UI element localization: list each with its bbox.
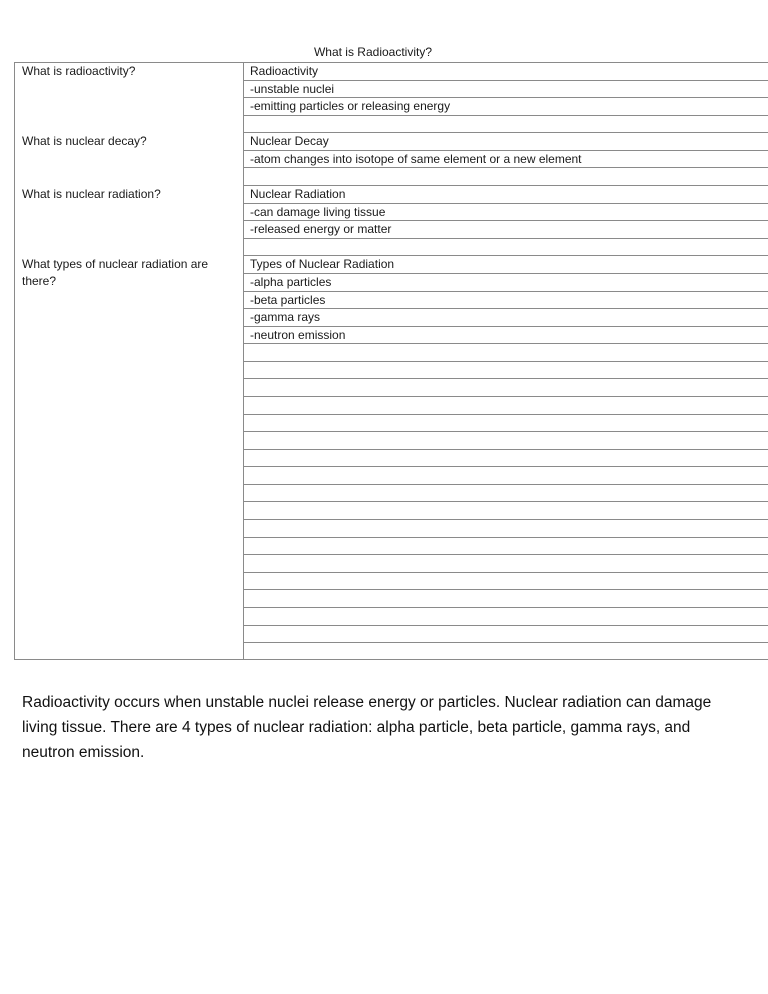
notes-row-blank [244,344,768,362]
notes-row: -neutron emission [244,327,768,345]
notes-row-blank [244,502,768,520]
notes-row: Nuclear Radiation [244,186,768,204]
notes-row-blank [244,450,768,468]
notes-row-blank [244,590,768,608]
question-label: What is nuclear decay? [22,134,147,149]
notes-row-blank [244,608,768,626]
notes-row: -emitting particles or releasing energy [244,98,768,116]
notes-row-blank [244,379,768,397]
questions-column [15,63,244,659]
notes-row-blank [244,538,768,556]
notes-row: Nuclear Decay [244,133,768,151]
cornell-notes-table [14,62,768,660]
notes-row: Radioactivity [244,63,768,81]
notes-column [244,63,768,659]
notes-row: Types of Nuclear Radiation [244,256,768,274]
notes-row: -released energy or matter [244,221,768,239]
notes-row: -alpha particles [244,274,768,292]
notes-row-blank [244,397,768,415]
notes-row-blank [244,415,768,433]
notes-row: -gamma rays [244,309,768,327]
notes-row-blank [244,467,768,485]
notes-row-blank [244,432,768,450]
notes-row-blank [244,555,768,573]
notes-row: -beta particles [244,292,768,310]
notes-row-blank [244,626,768,644]
notes-row-blank [244,116,768,134]
notes-row: -unstable nuclei [244,81,768,99]
notes-row-blank [244,573,768,591]
notes-row: -atom changes into isotope of same element or a new element [244,151,768,169]
notes-row: -can damage living tissue [244,204,768,222]
notes-row-blank [244,520,768,538]
question-label: What types of nuclear radiation are there? [22,257,209,289]
summary-paragraph: Radioactivity occurs when unstable nuclei release energy or particles. Nuclear radiation can damage living tissue. There are 4 types of nuclear radiation: alpha particle, beta particle, gamma rays, and neutron emission. [22,694,712,761]
notes-row-blank [244,168,768,186]
question-label: What is radioactivity? [22,64,136,78]
notes-row-blank [244,485,768,503]
notes-heading: What is Radioactivity? [313,45,433,59]
notes-row-blank [244,239,768,257]
notes-row-blank [244,362,768,380]
question-label: What is nuclear radiation? [22,187,161,202]
notes-row-blank [244,643,768,661]
